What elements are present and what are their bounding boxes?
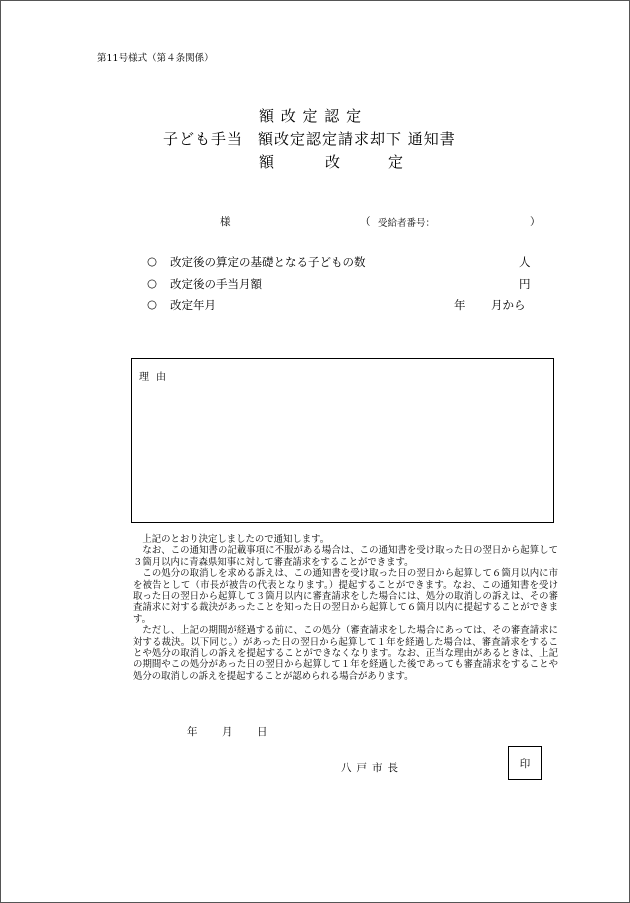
notice-text bbox=[133, 534, 558, 682]
title-line-3-c: 定 bbox=[388, 153, 405, 171]
notice-paragraph-4: ただし、上記の期間が経過する前に、この処分（審査請求をした場合にあっては、その審査請求に対する裁決。以下同じ。）があった日の翌日から起算して１年を経過した場合は、審査請求をすることや処分の取消しの訴えを提起することができなくなります。なお、正当な理由があるときは、上記の期間やこの処分があった日の翌日から起算して１年を経過した後であっても審査請求をすることや処分の取消しの訴えを提起することが認められる場合があります。 bbox=[133, 625, 558, 682]
title-prefix: 子ども手当 bbox=[163, 130, 244, 148]
item-revision-date-label: 改定年月 bbox=[170, 298, 216, 312]
title-line-3-b: 改 bbox=[325, 153, 342, 171]
item-revision-year-unit: 年 bbox=[454, 298, 466, 312]
date-month: 月 bbox=[222, 726, 233, 738]
notice-paragraph-3: この処分の取消しを求める訴えは、この通知書を受け取った日の翌日から起算して６箇月以内に市を被告として（市長が被告の代表となります。）提起することができます。なお、この通知書を受け取った日の翌日から起算して３箇月以内に審査請求をした場合には、処分の取消しの訴えは、その審査請求に対する裁決があったことを知った日の翌日から起算して６箇月以内に提起することができます。 bbox=[133, 568, 558, 625]
reason-label: 理由 bbox=[139, 372, 173, 383]
seal-box bbox=[508, 746, 542, 780]
item-mark: ○ bbox=[147, 254, 158, 268]
item-monthly-amount-label: 改定後の手当月額 bbox=[170, 277, 262, 291]
seal-label: 印 bbox=[519, 757, 531, 770]
item-children-count-unit: 人 bbox=[519, 255, 531, 269]
recipient-number-label: 受給者番号： bbox=[378, 218, 436, 229]
recipient-open-paren: （ bbox=[360, 216, 371, 228]
notice-paragraph-1: 上記のとおり決定しましたので通知します。 bbox=[142, 534, 330, 545]
addressee-honorific: 様 bbox=[220, 216, 231, 228]
item-monthly-amount-unit: 円 bbox=[519, 277, 531, 291]
reason-box bbox=[131, 358, 554, 523]
date-year: 年 bbox=[187, 726, 198, 738]
form-number: 第11号様式（第４条関係） bbox=[97, 53, 214, 64]
title-line-1: 額 改 定 認 定 bbox=[259, 107, 363, 125]
date-day: 日 bbox=[257, 726, 268, 738]
title-main: 額改定認定請求却下 通知書 bbox=[258, 130, 456, 148]
item-mark: ○ bbox=[147, 276, 158, 290]
recipient-close-paren: ） bbox=[530, 216, 541, 228]
item-children-count-label: 改定後の算定の基礎となる子どもの数 bbox=[170, 255, 366, 269]
item-revision-month-unit: 月から bbox=[491, 298, 526, 312]
signer-mayor: 八戸市長 bbox=[341, 762, 403, 774]
item-mark: ○ bbox=[147, 297, 158, 311]
notice-paragraph-2: なお、この通知書の記載事項に不服がある場合は、この通知書を受け取った日の翌日から起算して３箇月以内に青森県知事に対して審査請求をすることができます。 bbox=[133, 545, 558, 568]
title-line-3-a: 額 bbox=[259, 153, 276, 171]
